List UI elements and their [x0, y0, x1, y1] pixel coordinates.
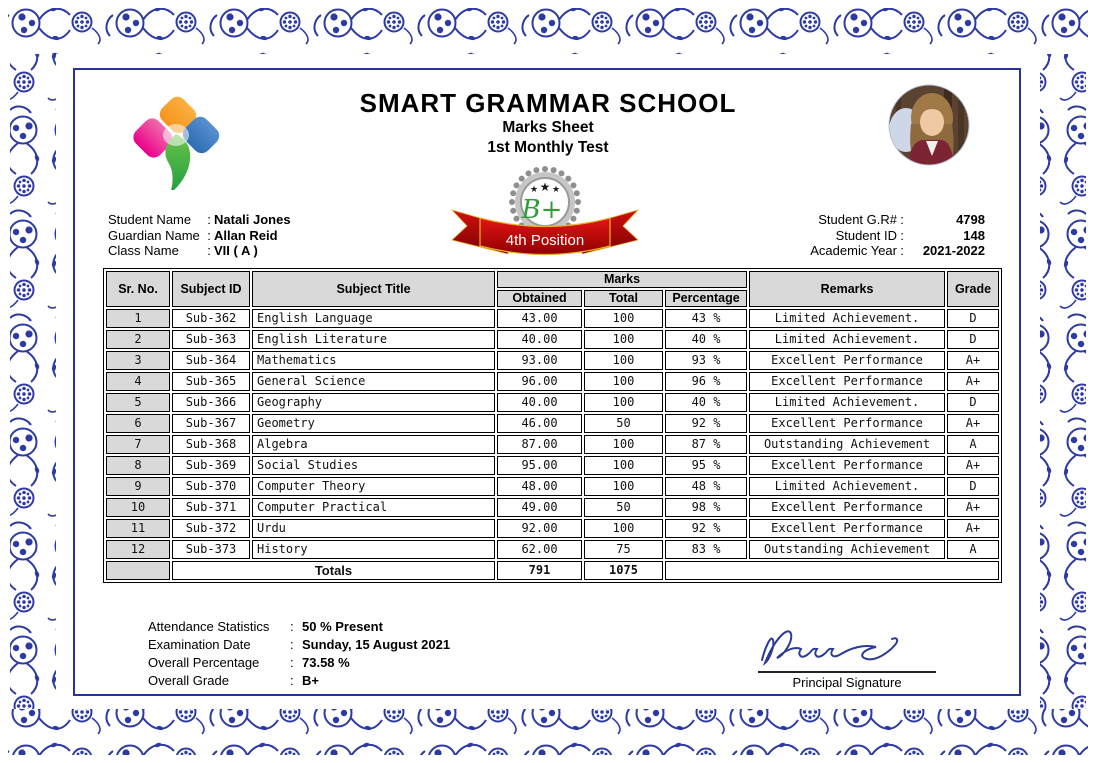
subject-id-cell: Sub-363	[172, 330, 250, 349]
sr-no-cell: 6	[106, 414, 170, 433]
table-row	[106, 309, 999, 328]
grade-cell: A+	[947, 456, 999, 475]
guardian-name-label: Guardian Name	[108, 227, 200, 243]
totals-label: Totals	[172, 561, 495, 580]
subject-id-cell: Sub-367	[172, 414, 250, 433]
colon: :	[900, 227, 904, 243]
attendance-value: 50 % Present	[302, 619, 383, 634]
subject-title-cell: Computer Practical	[252, 498, 495, 517]
colon: :	[207, 212, 211, 227]
percentage-cell: 98 %	[665, 498, 747, 517]
remarks-cell: Limited Achievement.	[749, 330, 945, 349]
colon: :	[290, 655, 294, 670]
sr-no-cell: 3	[106, 351, 170, 370]
class-name-label: Class Name	[108, 243, 179, 258]
header-subject-id: Subject ID	[172, 271, 250, 307]
signature-caption: Principal Signature	[792, 675, 902, 690]
student-id-label: Student ID	[835, 227, 897, 243]
subject-title-cell: Mathematics	[252, 351, 495, 370]
student-id-value: 148	[963, 227, 985, 243]
total-cell: 100	[584, 435, 663, 454]
obtained-cell: 87.00	[497, 435, 582, 454]
academic-year-label: Academic Year	[810, 243, 897, 258]
signature-block	[752, 620, 942, 690]
table-row	[106, 414, 999, 433]
percentage-cell: 43 %	[665, 309, 747, 328]
obtained-cell: 62.00	[497, 540, 582, 559]
sr-no-cell: 11	[106, 519, 170, 538]
subject-title-cell: General Science	[252, 372, 495, 391]
grade-cell: D	[947, 330, 999, 349]
sr-no-cell: 8	[106, 456, 170, 475]
subject-title-cell: Computer Theory	[252, 477, 495, 496]
grade-cell: A+	[947, 351, 999, 370]
obtained-cell: 95.00	[497, 456, 582, 475]
subject-id-cell: Sub-366	[172, 393, 250, 412]
gr-number-value: 4798	[956, 212, 985, 227]
subject-title-cell: Geography	[252, 393, 495, 412]
subject-id-cell: Sub-369	[172, 456, 250, 475]
percentage-cell: 96 %	[665, 372, 747, 391]
subject-id-cell: Sub-368	[172, 435, 250, 454]
grade-cell: A	[947, 540, 999, 559]
grade-cell: A+	[947, 414, 999, 433]
colon: :	[290, 637, 294, 652]
student-name-value: Natali Jones	[214, 212, 291, 227]
overall-percentage-value: 73.58 %	[302, 655, 350, 670]
header-grade: Grade	[947, 271, 999, 307]
totals-row	[106, 561, 999, 580]
school-name: SMART GRAMMAR SCHOOL	[359, 88, 737, 118]
grade-cell: A+	[947, 498, 999, 517]
grade-cell: A+	[947, 519, 999, 538]
academic-year-value: 2021-2022	[922, 243, 985, 258]
remarks-cell: Excellent Performance	[749, 498, 945, 517]
class-name-value: VII ( A )	[214, 243, 258, 258]
obtained-cell: 43.00	[497, 309, 582, 328]
marks-table-totals	[106, 561, 999, 580]
total-cell: 100	[584, 393, 663, 412]
percentage-cell: 92 %	[665, 414, 747, 433]
summary-stats	[148, 618, 450, 690]
overall-percentage-row	[148, 654, 450, 672]
table-row	[106, 393, 999, 412]
remarks-cell: Limited Achievement.	[749, 393, 945, 412]
subject-id-cell: Sub-371	[172, 498, 250, 517]
signature-line	[758, 671, 936, 673]
exam-date-row	[148, 636, 450, 654]
sr-no-cell: 12	[106, 540, 170, 559]
attendance-label: Attendance Statistics	[148, 619, 270, 634]
remarks-cell: Outstanding Achievement	[749, 540, 945, 559]
subject-id-cell: Sub-370	[172, 477, 250, 496]
total-cell: 75	[584, 540, 663, 559]
remarks-cell: Excellent Performance	[749, 456, 945, 475]
overall-grade-row	[148, 672, 450, 690]
colon: :	[900, 243, 904, 258]
header-obtained: Obtained	[497, 290, 582, 307]
academic-year-row	[735, 243, 985, 259]
remarks-cell: Excellent Performance	[749, 414, 945, 433]
subject-title-cell: English Literature	[252, 330, 495, 349]
sr-no-cell: 9	[106, 477, 170, 496]
grade-cell: D	[947, 477, 999, 496]
position-badge	[440, 150, 650, 262]
table-row	[106, 477, 999, 496]
percentage-cell: 95 %	[665, 456, 747, 475]
badge-grade-text: B+	[521, 195, 563, 225]
student-name-row	[108, 212, 291, 228]
guardian-name-row	[108, 228, 291, 244]
total-cell: 100	[584, 309, 663, 328]
totals-empty-cell	[665, 561, 999, 580]
percentage-cell: 92 %	[665, 519, 747, 538]
total-cell: 100	[584, 372, 663, 391]
student-id-row	[735, 228, 985, 244]
student-photo	[888, 84, 970, 166]
student-name-label: Student Name	[108, 212, 192, 227]
remarks-cell: Limited Achievement.	[749, 309, 945, 328]
totals-total: 1075	[584, 561, 663, 580]
remarks-cell: Excellent Performance	[749, 351, 945, 370]
subject-id-cell: Sub-362	[172, 309, 250, 328]
star-icon: ★	[539, 180, 551, 194]
sr-no-cell: 10	[106, 498, 170, 517]
obtained-cell: 46.00	[497, 414, 582, 433]
subject-title-cell: Urdu	[252, 519, 495, 538]
total-cell: 50	[584, 414, 663, 433]
remarks-cell: Outstanding Achievement	[749, 435, 945, 454]
student-info-right	[735, 212, 985, 259]
exam-date-value: Sunday, 15 August 2021	[302, 637, 451, 652]
remarks-cell: Excellent Performance	[749, 519, 945, 538]
header-percentage: Percentage	[665, 290, 747, 307]
guardian-name-value: Allan Reid	[214, 227, 278, 243]
gr-number-label: Student G.R#	[818, 212, 897, 227]
class-name-row	[108, 243, 291, 259]
subject-title-cell: Geometry	[252, 414, 495, 433]
percentage-cell: 40 %	[665, 393, 747, 412]
total-cell: 100	[584, 330, 663, 349]
test-title: 1st Monthly Test	[487, 139, 609, 156]
subject-title-cell: Social Studies	[252, 456, 495, 475]
obtained-cell: 40.00	[497, 330, 582, 349]
header-marks-group: Marks	[497, 271, 747, 288]
table-row	[106, 330, 999, 349]
sr-no-cell: 5	[106, 393, 170, 412]
header-subject-title: Subject Title	[252, 271, 495, 307]
attendance-row	[148, 618, 450, 636]
obtained-cell: 48.00	[497, 477, 582, 496]
star-icon: ★	[551, 184, 561, 194]
percentage-cell: 87 %	[665, 435, 747, 454]
remarks-cell: Limited Achievement.	[749, 477, 945, 496]
total-cell: 100	[584, 477, 663, 496]
header-remarks: Remarks	[749, 271, 945, 307]
gr-number-row	[735, 212, 985, 228]
student-info-left	[108, 212, 291, 259]
subject-title-cell: Algebra	[252, 435, 495, 454]
sr-no-cell: 2	[106, 330, 170, 349]
percentage-cell: 48 %	[665, 477, 747, 496]
colon: :	[207, 243, 211, 258]
total-cell: 100	[584, 351, 663, 370]
obtained-cell: 92.00	[497, 519, 582, 538]
table-row	[106, 351, 999, 370]
header-sr-no: Sr. No.	[106, 271, 170, 307]
colon: :	[207, 227, 211, 243]
obtained-cell: 49.00	[497, 498, 582, 517]
percentage-cell: 40 %	[665, 330, 747, 349]
subject-title-cell: History	[252, 540, 495, 559]
position-label: 4th Position	[505, 232, 585, 249]
exam-date-label: Examination Date	[148, 637, 251, 652]
table-row	[106, 519, 999, 538]
principal-signature-icon	[756, 620, 938, 666]
table-row	[106, 540, 999, 559]
overall-grade-label: Overall Grade	[148, 673, 229, 688]
colon: :	[290, 673, 294, 688]
grade-cell: A+	[947, 372, 999, 391]
grade-cell: A	[947, 435, 999, 454]
header-total: Total	[584, 290, 663, 307]
overall-percentage-label: Overall Percentage	[148, 655, 260, 670]
subject-id-cell: Sub-373	[172, 540, 250, 559]
subject-id-cell: Sub-364	[172, 351, 250, 370]
marks-table-header	[106, 271, 999, 307]
totals-blank-cell	[106, 561, 170, 580]
subject-id-cell: Sub-365	[172, 372, 250, 391]
grade-cell: D	[947, 309, 999, 328]
table-row	[106, 435, 999, 454]
overall-grade-value: B+	[302, 673, 319, 688]
table-row	[106, 498, 999, 517]
subject-title-cell: English Language	[252, 309, 495, 328]
marks-table	[103, 268, 1002, 583]
sr-no-cell: 7	[106, 435, 170, 454]
subject-id-cell: Sub-372	[172, 519, 250, 538]
total-cell: 50	[584, 498, 663, 517]
total-cell: 100	[584, 456, 663, 475]
percentage-cell: 83 %	[665, 540, 747, 559]
table-row	[106, 372, 999, 391]
colon: :	[900, 212, 904, 227]
marks-table-body	[106, 309, 999, 559]
colon: :	[290, 619, 294, 634]
totals-obtained: 791	[497, 561, 582, 580]
sheet-title: Marks Sheet	[502, 119, 594, 136]
total-cell: 100	[584, 519, 663, 538]
obtained-cell: 93.00	[497, 351, 582, 370]
percentage-cell: 93 %	[665, 351, 747, 370]
obtained-cell: 40.00	[497, 393, 582, 412]
sr-no-cell: 4	[106, 372, 170, 391]
sr-no-cell: 1	[106, 309, 170, 328]
grade-cell: D	[947, 393, 999, 412]
table-row	[106, 456, 999, 475]
remarks-cell: Excellent Performance	[749, 372, 945, 391]
star-icon: ★	[529, 184, 539, 194]
obtained-cell: 96.00	[497, 372, 582, 391]
